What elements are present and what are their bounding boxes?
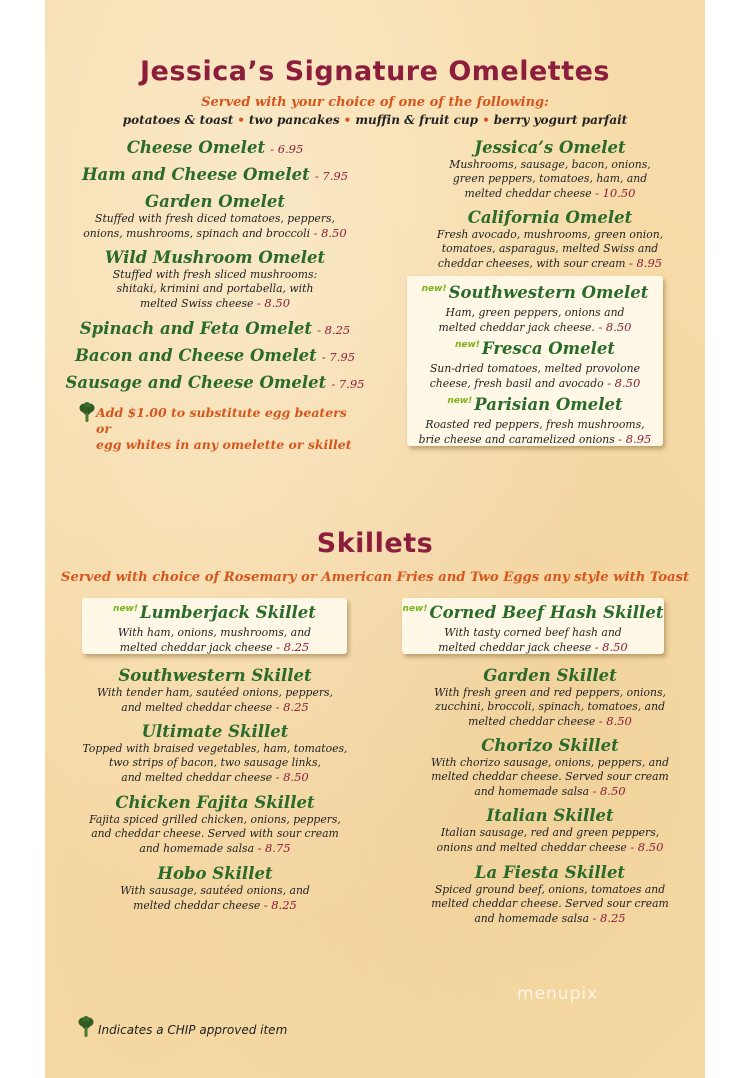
item-price: - 7.95 [321, 350, 356, 364]
item-description: Stuffed with fresh sliced mushrooms: shitaki, krimini and portabella, with melted Swiss cheese - 8.50 [112, 268, 318, 310]
menu-item [60, 722, 370, 785]
item-price: - 8.50 [607, 376, 641, 390]
item-description: Italian sausage, red and green peppers, onions and melted cheddar cheese - 8.50 [436, 826, 664, 854]
item-price: - 8.75 [257, 841, 291, 855]
item-price: - 8.50 [594, 640, 628, 654]
item-name: Chicken Fajita Skillet [115, 793, 315, 812]
item-price: - 8.25 [263, 898, 297, 912]
item-name: Lumberjack Skillet [139, 603, 316, 622]
new-badge: new! [402, 604, 428, 614]
item-price: - 8.25 [276, 640, 310, 654]
item-description: With chorizo sausage, onions, peppers, and melted cheddar cheese. Served sour cream and homemade salsa - 8.50 [430, 756, 670, 798]
item-description: Ham, green peppers, onions and melted cheddar jack cheese. - 8.50 [438, 306, 632, 334]
item-price: - 8.50 [598, 320, 632, 334]
item-description: Spiced ground beef, onions, tomatoes and melted cheddar cheese. Served sour cream and homemade salsa - 8.25 [431, 883, 669, 925]
item-price: - 8.25 [275, 700, 309, 714]
menu-item [55, 192, 375, 241]
item-price: - 10.50 [595, 186, 636, 200]
new-badge: new! [447, 396, 473, 406]
new-badge: new! [421, 284, 447, 294]
item-description: With fresh green and red peppers, onions, zucchini, broccoli, spinach, tomatoes, and melted cheddar cheese - 8.50 [434, 686, 666, 728]
item-price: - 8.50 [592, 784, 626, 798]
menu-item [395, 863, 705, 926]
item-description: Sun-dried tomatoes, melted provolone cheese, fresh basil and avocado - 8.50 [429, 362, 641, 390]
menu-item [395, 806, 705, 855]
item-description: With ham, onions, mushrooms, and melted cheddar jack cheese - 8.25 [117, 626, 312, 654]
item-description: Mushrooms, sausage, bacon, onions, green peppers, tomatoes, ham, and melted cheddar cheese - 10.50 [449, 158, 651, 200]
item-name: Garden Omelet [145, 192, 285, 211]
omelettes-title: Jessica’s Signature Omelettes [140, 56, 610, 87]
chip-legend: Indicates a CHIP approved item [98, 1023, 288, 1037]
skillets-subtitle: Served with choice of Rosemary or American Fries and Two Eggs any style with Toast [60, 570, 690, 585]
item-name: Hobo Skillet [157, 864, 273, 883]
side-option: muffin & fruit cup [355, 113, 479, 127]
menu-item [407, 339, 663, 391]
item-price: - 8.95 [618, 432, 652, 446]
item-price: - 8.25 [317, 323, 351, 337]
item-name: California Omelet [467, 208, 633, 227]
item-price: - 8.95 [628, 256, 663, 270]
menu-item [65, 666, 365, 715]
menu-item [407, 283, 663, 335]
menu-item [55, 373, 375, 393]
new-badge: new! [113, 604, 138, 614]
side-option: berry yogurt parfait [493, 113, 628, 127]
item-price: - 8.50 [256, 296, 291, 310]
item-description: Roasted red peppers, fresh mushrooms, brie cheese and caramelized onions - 8.95 [418, 418, 652, 446]
item-name: Ultimate Skillet [141, 722, 289, 741]
item-price: - 6.95 [270, 142, 304, 156]
watermark: menupix [517, 984, 599, 1004]
item-name: Italian Skillet [486, 806, 614, 825]
menu-item [395, 736, 705, 799]
menu-item [65, 138, 365, 158]
item-name: Jessica’s Omelet [474, 138, 626, 157]
item-price: - 8.50 [630, 840, 664, 854]
item-description: With tender ham, sautéed onions, peppers, and melted cheddar cheese - 8.25 [97, 686, 333, 714]
item-name: Southwestern Omelet [448, 283, 649, 302]
menu-item [395, 666, 705, 729]
item-name: Cheese Omelet [126, 138, 266, 157]
broccoli-icon [78, 402, 96, 424]
item-name: Ham and Cheese Omelet [81, 165, 310, 184]
item-name: Garden Skillet [483, 666, 617, 685]
new-badge: new! [454, 340, 480, 350]
item-name: Chorizo Skillet [481, 736, 619, 755]
item-description: With tasty corned beef hash and melted cheddar jack cheese - 8.50 [438, 626, 628, 654]
item-price: - 7.95 [331, 377, 365, 391]
menu-item [82, 603, 347, 655]
item-name: Bacon and Cheese Omelet [74, 346, 317, 365]
substitution-note: Add $1.00 to substitute egg beaters or egg whites in any omelette or skillet [96, 405, 352, 452]
item-name: Wild Mushroom Omelet [104, 248, 326, 267]
side-options: potatoes & toast • two pancakes • muffin & fruit cup • berry yogurt parfait [122, 113, 628, 127]
menu-item [55, 346, 375, 366]
item-name: Sausage and Cheese Omelet [65, 373, 327, 392]
item-description: Fajita spiced grilled chicken, onions, peppers, and cheddar cheese. Served with sour cream and homemade salsa - 8.75 [89, 813, 341, 855]
menu-item [395, 208, 705, 271]
item-price: - 8.50 [313, 226, 347, 240]
menu-item [65, 864, 365, 913]
skillets-title: Skillets [316, 528, 434, 559]
menu-item [395, 138, 705, 201]
menu-item [60, 793, 370, 856]
item-price: - 8.50 [598, 714, 632, 728]
item-name: Corned Beef Hash Skillet [429, 603, 664, 622]
menu-page [45, 0, 705, 1078]
item-description: Topped with braised vegetables, ham, tomatoes, two strips of bacon, two sausage links, and melted cheddar cheese - 8.50 [82, 742, 348, 784]
item-name: Parisian Omelet [474, 395, 623, 414]
item-name: Fresca Omelet [481, 339, 616, 358]
item-name: Southwestern Skillet [118, 666, 312, 685]
item-name: Spinach and Feta Omelet [79, 319, 312, 338]
item-description: Stuffed with fresh diced tomatoes, peppers, onions, mushrooms, spinach and broccoli - 8.50 [83, 212, 347, 240]
item-price: - 8.50 [275, 770, 309, 784]
item-description: With sausage, sautéed onions, and melted cheddar cheese - 8.25 [120, 884, 310, 912]
menu-item [55, 165, 375, 185]
item-price: - 8.25 [592, 911, 626, 925]
side-option: potatoes & toast [122, 113, 234, 127]
item-price: - 7.95 [314, 169, 349, 183]
menu-item [55, 319, 375, 339]
side-option: two pancakes [248, 113, 340, 127]
menu-item [55, 248, 375, 311]
omelettes-subtitle: Served with your choice of one of the following: [201, 95, 549, 110]
item-name: La Fiesta Skillet [474, 863, 626, 882]
menu-item [402, 603, 664, 655]
item-description: Fresh avocado, mushrooms, green onion, tomatoes, asparagus, melted Swiss and cheddar cheeses, with sour cream - 8.95 [436, 228, 664, 270]
menu-item [407, 395, 663, 447]
broccoli-icon [77, 1016, 95, 1040]
